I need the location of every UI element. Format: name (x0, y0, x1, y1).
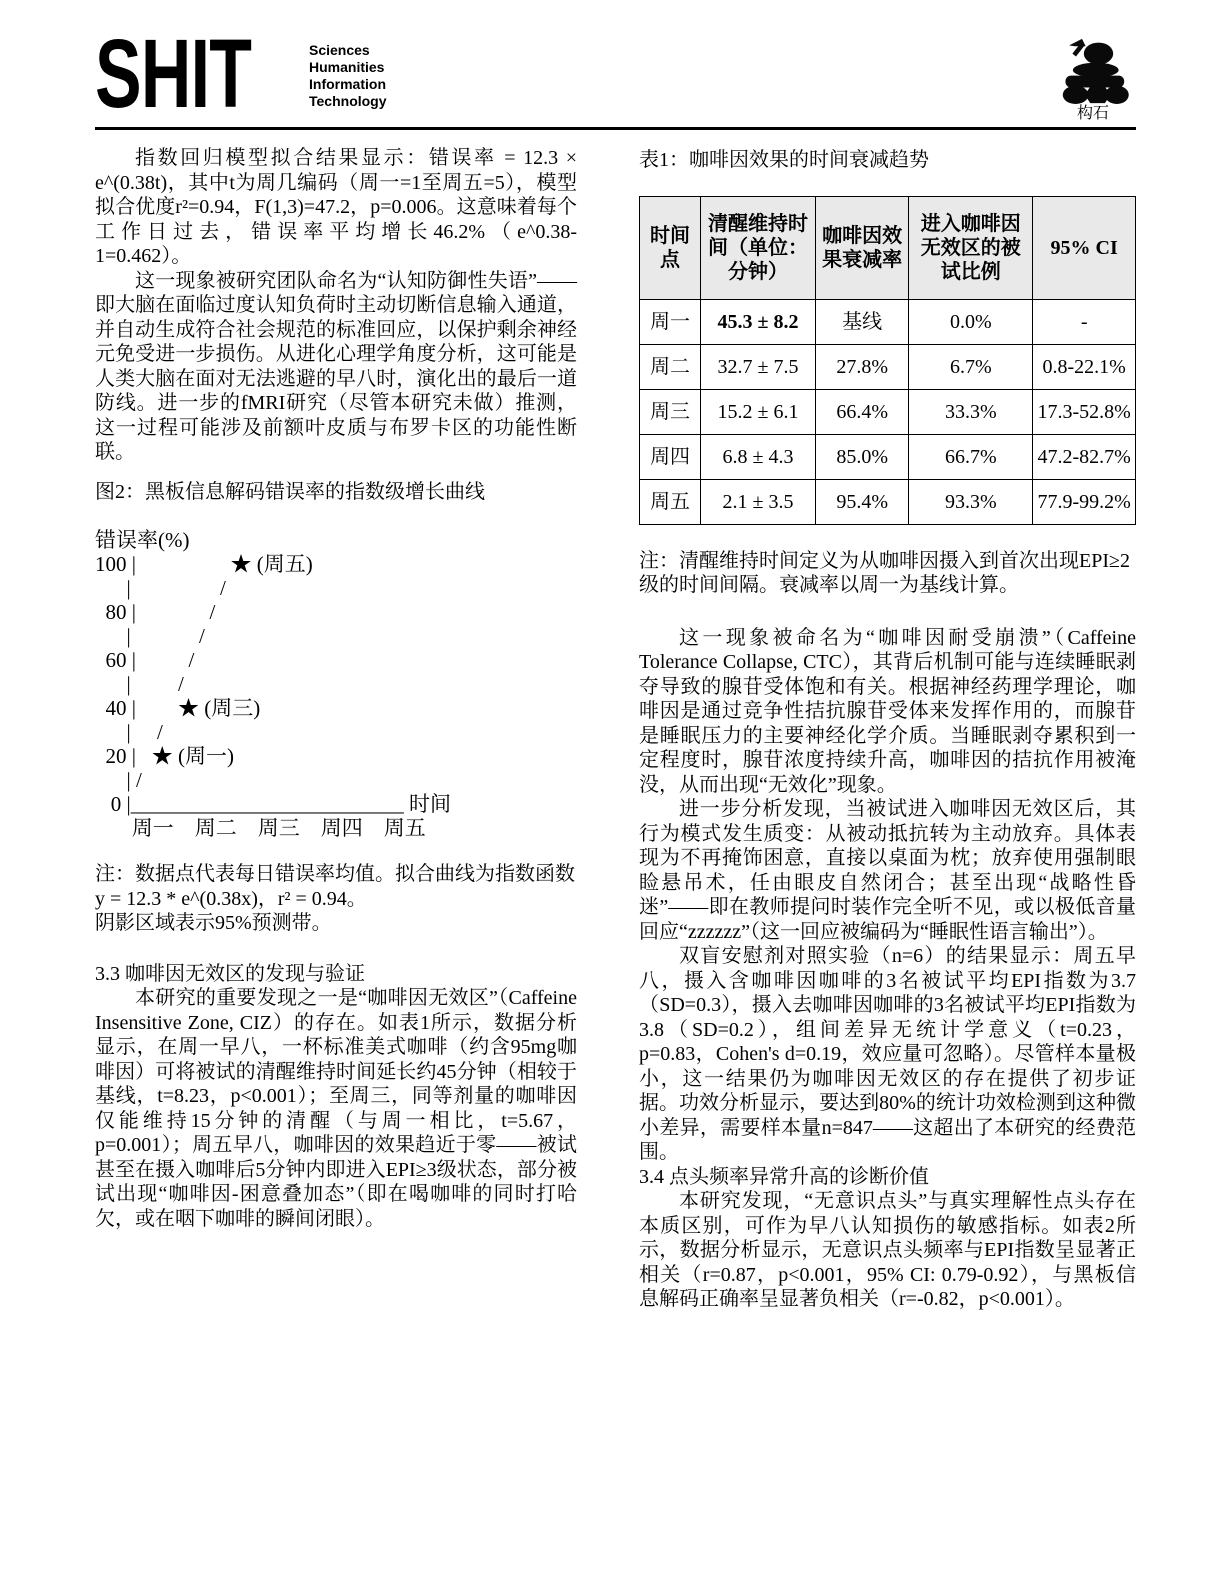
table-cell: 6.7% (909, 344, 1033, 389)
chart-line: 80 | / (95, 600, 216, 624)
table-row (640, 389, 1136, 434)
table-cell: 93.3% (909, 479, 1033, 524)
figure2-note (95, 862, 577, 936)
table-cell: 85.0% (816, 434, 909, 479)
table-cell: 2.1 ± 3.5 (701, 479, 816, 524)
chart-line: | / (95, 624, 205, 648)
table-cell: 47.2-82.7% (1033, 434, 1136, 479)
paragraph-behavior-shift: 进一步分析发现，当被试进入咖啡因无效区后，其行为模式发生质变：从被动抵抗转为主动放弃。具体表现为不再掩饰困意，直接以桌面为枕；放弃使用强制眼睑悬吊术，任由眼皮自然闭合；甚至出现“战略性昏迷”——即在教师提问时装作完全听不见，或以极低音量回应“zzzzzz”（这一回应被编码为“睡眠性语言输出”）。 (639, 798, 1136, 943)
table-header-cell: 进入咖啡因无效区的被试比例 (909, 196, 1033, 299)
table-cell: 周二 (640, 344, 701, 389)
journal-logo: SHIT (95, 19, 252, 128)
table-row (640, 479, 1136, 524)
table-cell: 66.4% (816, 389, 909, 434)
publisher-name: 构石 (1076, 105, 1109, 122)
table-cell: 17.3-52.8% (1033, 389, 1136, 434)
two-column-body (95, 146, 1136, 1312)
table1-note: 注：清醒维持时间定义为从咖啡因摄入到首次出现EPI≥2级的时间间隔。衰减率以周一为基线计算。 (639, 549, 1130, 596)
publisher-mark (1050, 38, 1136, 123)
chart-line: 100 | ★ (周五) (95, 552, 313, 576)
table-cell: 周三 (640, 389, 701, 434)
table-cell: 32.7 ± 7.5 (701, 344, 816, 389)
stone-pile-with-pickaxe-icon (1054, 38, 1132, 104)
tagline-line: Technology (309, 93, 387, 109)
section-heading-3-3: 3.3 咖啡因无效区的发现与验证 (95, 962, 365, 985)
chart-y-axis-label: 错误率(%) (95, 528, 190, 552)
table-cell: 周一 (640, 299, 701, 344)
table-header-cell: 95% CI (1033, 196, 1136, 299)
table-cell: 33.3% (909, 389, 1033, 434)
figure2-note-line1: 注：数据点代表每日错误率均值。拟合曲线为指数函数 y = 12.3 * e^(0.38x)，r² = 0.94。 (95, 863, 575, 910)
paragraph-caffeine-insensitive-zone: 本研究的重要发现之一是“咖啡因无效区”（Caffeine Insensitive Zone, CIZ）的存在。如表1所示，数据分析显示，在周一早八，一杯标准美式咖啡（约含95mg咖啡因）可将被试的清醒维持时间延长约45分钟（相较于基线，t=8.23，p<0.001）；至周三，同等剂量的咖啡因仅能维持15分钟的清醒（与周一相比，t=5.67，p=0.001）；周五早八，咖啡因的效果趋近于零——被试甚至在摄入咖啡后5分钟内即进入EPI≥3级状态，部分被试出现“咖啡因-困意叠加态”（即在喝咖啡的同时打哈欠，或在咽下咖啡的瞬间闭眼）。 (95, 987, 577, 1230)
table1-caffeine-decay (639, 196, 1136, 525)
chart-line: | / (95, 576, 226, 600)
table-header-cell: 清醒维持时间（单位：分钟） (701, 196, 816, 299)
paragraph-placebo-experiment: 双盲安慰剂对照实验（n=6）的结果显示：周五早八，摄入含咖啡因咖啡的3名被试平均EPI指数为3.7（SD=0.3），摄入去咖啡因咖啡的3名被试平均EPI指数为3.8（SD=0.2），组间差异无统计学意义（t=0.23，p=0.83，Cohen's d=0.19，效应量可忽略）。尽管样本量极小，这一结果仍为咖啡因无效区的存在提供了初步证据。功效分析显示，要达到80%的统计功效检测到这种微小差异，需要样本量n=847——这超出了本研究的经费范围。 (639, 945, 1136, 1163)
journal-masthead (95, 19, 1136, 128)
table-cell: 基线 (816, 299, 909, 344)
chart-line: 40 | ★ (周三) (95, 696, 261, 720)
table-cell: 95.4% (816, 479, 909, 524)
table-cell: 45.3 ± 8.2 (701, 299, 816, 344)
paragraph-caffeine-tolerance-collapse: 这一现象被命名为“咖啡因耐受崩溃”（Caffeine Tolerance Collapse, CTC），其背后机制可能与连续睡眠剥夺导致的腺苷受体饱和有关。根据神经药理学理论，咖啡因是通过竞争性拮抗腺苷受体来发挥作用的，而腺苷是睡眠压力的主要神经化学介质。当睡眠剥夺累积到一定程度时，腺苷浓度持续升高，咖啡因的拮抗作用被淹没，从而出现“无效化”现象。 (639, 626, 1136, 796)
chart-line: | / (95, 720, 163, 744)
section-heading-3-4: 3.4 点头频率异常升高的诊断价值 (639, 1165, 929, 1188)
right-column (639, 146, 1136, 1312)
tagline-line: Information (309, 76, 386, 92)
tagline-line: Sciences (309, 42, 370, 58)
figure2-ascii-chart (95, 528, 577, 840)
table-cell: 0.0% (909, 299, 1033, 344)
table1-title: 表1：咖啡因效果的时间衰减趋势 (639, 149, 929, 171)
table-cell: 6.8 ± 4.3 (701, 434, 816, 479)
table-header-row (640, 196, 1136, 299)
tagline-line: Humanities (309, 59, 385, 75)
table-cell: - (1033, 299, 1136, 344)
paragraph-nodding-diagnostic: 本研究发现，“无意识点头”与真实理解性点头存在本质区别，可作为早八认知损伤的敏感指标。如表2所示，数据分析显示，无意识点头频率与EPI指数呈显著正相关（r=0.87，p<0.001，95% CI: 0.79-0.92），与黑板信息解码正确率呈显著负相关（r=-0.82，p<0.001）。 (639, 1190, 1136, 1310)
table-cell: 周四 (640, 434, 701, 479)
table-cell: 0.8-22.1% (1033, 344, 1136, 389)
paragraph-cognitive-defense: 这一现象被研究团队命名为“认知防御性失语”——即大脑在面临过度认知负荷时主动切断信息输入通道，并自动生成符合社会规范的标准回应，以保护剩余神经元免受进一步损伤。从进化心理学角度分析，这可能是人类大脑在面对无法逃避的早八时，演化出的最后一道防线。进一步的fMRI研究（尽管本研究未做）推测，这一过程可能涉及前额叶皮质与布罗卡区的功能性断联。 (95, 269, 577, 463)
chart-line: 60 | / (95, 648, 195, 672)
column-gap (577, 146, 639, 1312)
table-header-cell: 时间点 (640, 196, 701, 299)
table-cell: 周五 (640, 479, 701, 524)
chart-line: | / (95, 672, 184, 696)
figure2-note-line2: 阴影区域表示95%预测带。 (95, 912, 332, 934)
table-cell: 77.9-99.2% (1033, 479, 1136, 524)
figure2-title: 图2：黑板信息解码错误率的指数级增长曲线 (95, 480, 485, 503)
table-row (640, 434, 1136, 479)
chart-x-axis: 0 |__________________________ 时间 (95, 792, 451, 816)
table-header-cell: 咖啡因效果衰减率 (816, 196, 909, 299)
table-row (640, 344, 1136, 389)
chart-line: | / (95, 768, 142, 792)
table-cell: 15.2 ± 6.1 (701, 389, 816, 434)
chart-line: 20 | ★ (周一) (95, 744, 234, 768)
table-cell: 66.7% (909, 434, 1033, 479)
left-column (95, 146, 577, 1312)
chart-x-tick-labels: 周一 周二 周三 周四 周五 (95, 816, 426, 840)
table-row (640, 299, 1136, 344)
journal-tagline (309, 42, 387, 110)
paragraph-regression-results: 指数回归模型拟合结果显示：错误率 = 12.3 × e^(0.38t)，其中t为周几编码（周一=1至周五=5），模型拟合优度r²=0.94，F(1,3)=47.2，p=0.006。这意味着每个工作日过去，错误率平均增长46.2%（e^0.38-1=0.462）。 (95, 147, 577, 267)
table-cell: 27.8% (816, 344, 909, 389)
